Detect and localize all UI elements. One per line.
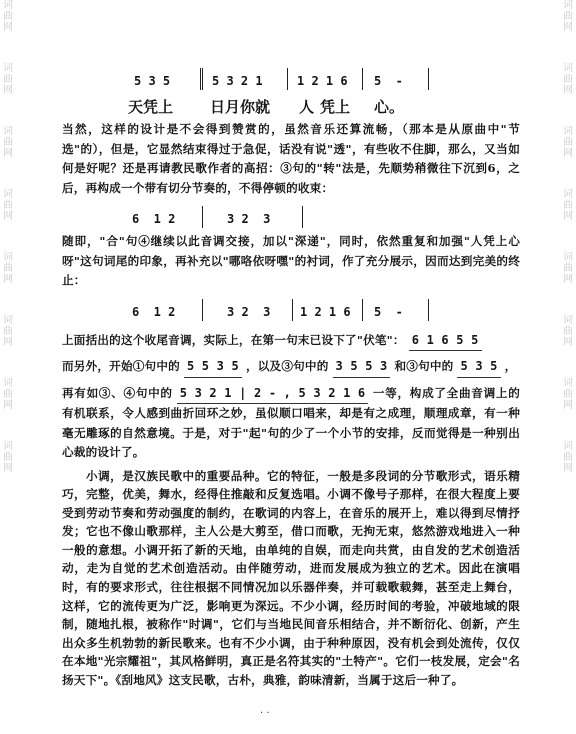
watermark-char: 曲 <box>563 389 573 400</box>
watermark-char: 曲 <box>563 137 573 148</box>
bar-line <box>362 68 363 90</box>
text-run: 再有如③、④句中的 <box>62 385 173 400</box>
watermark-char: 网 <box>563 211 573 222</box>
score-line-1 <box>62 60 520 120</box>
watermark-column-right <box>561 0 575 734</box>
watermark-char: 曲 <box>563 263 573 274</box>
paragraph <box>62 384 520 463</box>
lyric: 天凭上 <box>128 98 174 116</box>
inline-notation: 5 3 2 1 | 2 - , 5 3 2 1 6 <box>177 384 369 405</box>
watermark-char: 词 <box>3 315 13 326</box>
watermark-char: 曲 <box>563 11 573 22</box>
watermark-char: 词 <box>3 441 13 452</box>
watermark-char: 网 <box>3 463 13 474</box>
bar-line <box>362 299 363 321</box>
watermark-char: 曲 <box>3 74 13 85</box>
inline-notation: 6 1 6 5 5 <box>409 331 482 352</box>
bar-line <box>302 206 303 228</box>
watermark-char: 网 <box>3 337 13 348</box>
watermark-char: 词 <box>563 0 573 11</box>
watermark-char: 词 <box>563 315 573 326</box>
bar-line <box>202 299 203 321</box>
watermark-char: 曲 <box>3 452 13 463</box>
lyric: 日月你就 <box>210 98 271 116</box>
watermark-char: 网 <box>3 22 13 33</box>
watermark-char: 曲 <box>3 11 13 22</box>
score-group: 5 3 2 1 <box>212 74 263 88</box>
watermark-char: 网 <box>563 22 573 33</box>
bar-line <box>428 68 429 90</box>
lyric: 凭上 <box>320 98 351 116</box>
watermark-char: 曲 <box>3 263 13 274</box>
watermark-char: 网 <box>3 211 13 222</box>
watermark-char: 词 <box>563 126 573 137</box>
watermark-char: 网 <box>3 148 13 159</box>
paragraph: 随即，"合"句④继续以此音调交接，加以"深递"，同时，依然重复和加强"人凭上心呀"这句词尾的印象，再补充以"哪咯依呀嘿"的衬词，作了充分展示，因而达到完美的终止： <box>62 234 520 287</box>
watermark-char: 词 <box>563 189 573 200</box>
bar-line <box>428 299 429 321</box>
paragraph: 当然，这样的设计是不会得到赞赏的，虽然音乐还算流畅，（那本是从原曲中"节选"的），但是，它显然结束得过于急促，话没有说"透"，有些收不住脚，那么，又当如何是好呢？还是再请教民歌作者的高招：③句的"转"法是，先顺势稍微往下沉到6，之后，再构成一个带有切分节奏的，不得停顿的收束： <box>62 122 520 195</box>
score-group: 6 1 2 <box>132 212 176 226</box>
watermark-char: 网 <box>563 148 573 159</box>
watermark-char: 词 <box>3 63 13 74</box>
score-group: 5 - <box>374 74 403 88</box>
watermark-char: 网 <box>563 463 573 474</box>
score-group: 5 3 5 <box>134 74 171 88</box>
watermark-char: 网 <box>563 85 573 96</box>
watermark-char: 曲 <box>563 452 573 463</box>
watermark-char: 曲 <box>563 74 573 85</box>
watermark-char: 词 <box>3 378 13 389</box>
text-run: 一等，构成了全曲音调上的有机联系，令人感到曲折回环之妙，虽似顺口唱来，却是有之成理，顺理成章，有一种毫无雕琢的自然意境。于是，对于"起"句的少了一个小节的安排，反而觉得是一种别出心裁的设计了。 <box>62 385 520 459</box>
bar-line <box>202 206 203 228</box>
watermark-char: 词 <box>563 252 573 263</box>
text-run: 上面括出的这个收尾音调，实际上，在第一句末已设下了"伏笔"： <box>62 332 405 347</box>
text-run: 和③句中的 <box>394 359 454 373</box>
bar-line <box>200 68 203 90</box>
watermark-char: 词 <box>3 252 13 263</box>
watermark-char: 网 <box>3 85 13 96</box>
watermark-char: 网 <box>3 274 13 285</box>
watermark-column-left <box>1 0 15 734</box>
score-group: 5 - <box>374 304 403 319</box>
document-page <box>62 60 520 690</box>
watermark-char: 网 <box>563 337 573 348</box>
inline-notation: 3 5 5 3 <box>333 357 391 378</box>
watermark-char: 网 <box>563 400 573 411</box>
lyric: 人 <box>299 98 315 116</box>
text-run: ，以及③句中的 <box>245 359 329 373</box>
paragraph <box>62 331 520 352</box>
watermark-char: 曲 <box>3 137 13 148</box>
watermark-char: 曲 <box>3 389 13 400</box>
paragraph <box>62 357 520 378</box>
watermark-char: 曲 <box>563 326 573 337</box>
score-line-3 <box>62 291 520 325</box>
score-group: 1 2 1 6 <box>297 74 348 88</box>
inline-notation: 5 3 5 <box>457 357 500 378</box>
watermark-char: 曲 <box>3 326 13 337</box>
watermark-char: 曲 <box>3 200 13 211</box>
watermark-char: 词 <box>563 441 573 452</box>
score-group: 6 1 2 <box>132 304 176 319</box>
inline-notation: 5 5 3 5 <box>184 357 242 378</box>
paragraph: 小调，是汉族民歌中的重要品种。它的特征，一般是多段词的分节歌形式，语乐精巧，完整，优美，舞水，经得住推敲和反复选唱。小调不像号子那样，在很大程度上要受到劳动节奏和劳动强度的制约，在歌词的内容上，在音乐的展开上，难以得到尽情抒发；它也不像山歌那样，主人公是大剪至，借口而歌，无拘无束，悠然游戏地进入一种一般的意想。小调开拓了新的天地，由单纯的自娱，而走向共赏，由自发的艺术创造活动，走为自觉的艺术创造活动。由伴随劳动，进而发展成为独立的艺术。因此在演唱时，有的要求形式，往往根据不同情况加以乐器伴奏，并可载歌载舞，甚至走上舞台，这样，它的流传更为广泛，影响更为深远。不少小调，经历时间的考验，冲破地域的限制，随地扎根，被称作"时调"，它们与当地民间音乐相结合，并不断衍化、创新，产生出众多生机勃勃的新民歌来。也有不少小调，由于种种原因，没有机会到处流传，仅仅在本地"光宗耀祖"，其风格鲜明，真正是名符其实的"土特产"。它们一枝发展，定会"名扬天下"。《刮地风》这支民歌，古朴，典雅，韵味清新，当属于这后一种了。 <box>62 468 520 688</box>
text-run: ， <box>504 359 517 373</box>
score-group: 3 2 3 <box>227 304 271 319</box>
watermark-char: 网 <box>3 400 13 411</box>
watermark-char: 词 <box>563 63 573 74</box>
bar-line <box>287 68 288 90</box>
watermark-char: 词 <box>563 378 573 389</box>
watermark-char: 词 <box>3 189 13 200</box>
watermark-char: 词 <box>3 0 13 11</box>
score-group: 3 2 3 <box>227 212 271 226</box>
footer-mark: · · <box>260 708 270 719</box>
watermark-char: 词 <box>3 126 13 137</box>
score-group: 1 2 1 6 <box>300 304 351 319</box>
text-run: 而另外，开始①句中的 <box>62 359 180 373</box>
watermark-char: 曲 <box>563 200 573 211</box>
bar-line <box>292 299 293 321</box>
watermark-char: 网 <box>563 274 573 285</box>
score-line-2 <box>62 198 520 232</box>
lyric: 心。 <box>374 98 405 116</box>
